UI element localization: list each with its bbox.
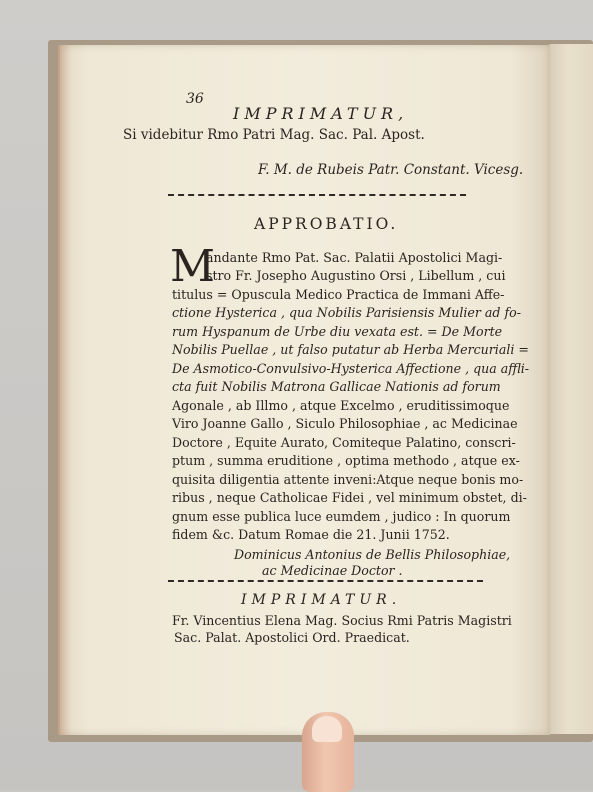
imprimatur-text: Si videbitur Rmo Patri Mag. Sac. Pal. Apost. [123, 127, 425, 143]
approbatio-line: stro Fr. Josepho Augustino Orsi , Libellum , cui [206, 268, 506, 283]
approbatio-line: Doctore , Equite Aurato, Comiteque Palatino, conscri- [172, 435, 516, 450]
drop-cap: M [170, 241, 216, 292]
signature-bellis-title: ac Medicinae Doctor . [262, 563, 403, 578]
approbatio-line: De Asmotico-Convulsivo-Hysterica Affectione , qua affli- [172, 361, 529, 376]
approbatio-line: Nobilis Puellae , ut falso putatur ab Herba Mercuriali = [172, 342, 529, 357]
approbatio-heading: APPROBATIO. [254, 215, 399, 233]
imprimatur-heading-2: IMPRIMATUR. [241, 592, 402, 608]
thumbnail-nail [312, 716, 342, 742]
signature-bellis: Dominicus Antonius de Bellis Philosophiae, [234, 547, 511, 562]
imprimatur-heading: IMPRIMATUR, [233, 104, 409, 123]
approbatio-line: Viro Joanne Gallo , Siculo Philosophiae , ac Medicinae [172, 416, 518, 431]
approbatio-line: quisita diligentia attente inveni:Atque neque bonis mo- [172, 472, 524, 487]
signature-rubeis: F. M. de Rubeis Patr. Constant. Vicesg. [258, 162, 524, 178]
final-line: Fr. Vincentius Elena Mag. Socius Rmi Patris Magistri [172, 613, 512, 628]
final-line: Sac. Palat. Apostolici Ord. Praedicat. [174, 630, 410, 645]
divider-rule [168, 194, 466, 196]
approbatio-line: Agonale , ab Illmo , atque Excelmo , eruditissimoque [172, 398, 510, 413]
approbatio-line: andante Rmo Pat. Sac. Palatii Apostolici Magi- [206, 250, 503, 265]
approbatio-line: ribus , neque Catholicae Fidei , vel minimum obstet, di- [172, 490, 527, 505]
approbatio-line: fidem &c. Datum Romae die 21. Junii 1752. [172, 527, 450, 542]
page-edge-stain [58, 45, 72, 735]
approbatio-line: titulus = Opuscula Medico Practica de Immani Affe- [172, 287, 505, 302]
approbatio-line: ptum , summa eruditione , optima methodo , atque ex- [172, 453, 520, 468]
approbatio-line: cta fuit Nobilis Matrona Gallicae Nationis ad forum [172, 379, 501, 394]
facing-page-edge [548, 44, 593, 734]
approbatio-line: rum Hyspanum de Urbe diu vexata est. = De Morte [172, 324, 503, 339]
approbatio-line: gnum esse publica luce eumdem , judico : In quorum [172, 509, 511, 524]
page-number: 36 [186, 91, 204, 107]
approbatio-line: ctione Hysterica , qua Nobilis Parisiensis Mulier ad fo- [172, 305, 521, 320]
divider-rule [168, 580, 483, 582]
